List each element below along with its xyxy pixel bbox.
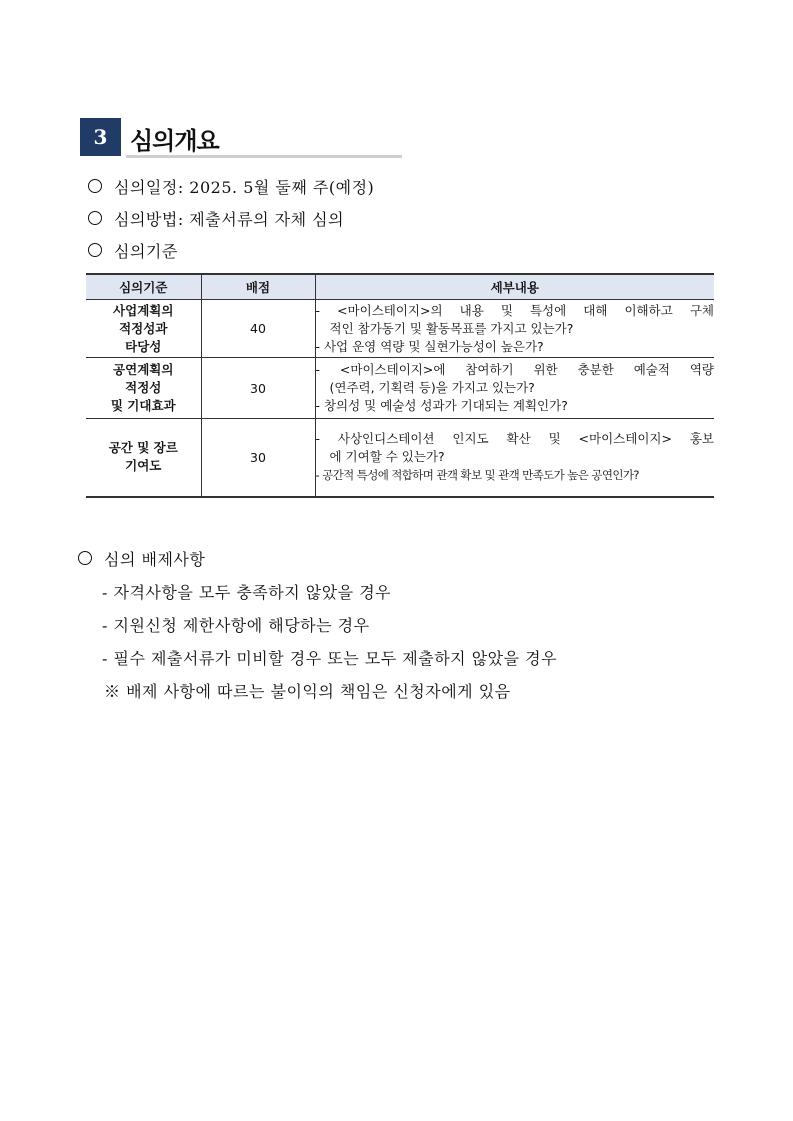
- criteria-table: [86, 273, 714, 498]
- criterion-cell: [86, 300, 201, 358]
- section-header: [80, 118, 402, 158]
- detail-line: - <마이스테이지>에 참여하기 위한 충분한 예술적 역량: [315, 362, 714, 377]
- table-row: [86, 419, 714, 497]
- exclusion-item: - 필수 제출서류가 미비할 경우 또는 모두 제출하지 않았을 경우: [102, 649, 558, 668]
- criterion-line: 적정성과: [119, 320, 168, 336]
- exclusion-note: ※ 배제 사항에 따르는 불이익의 책임은 신청자에게 있음: [104, 682, 511, 701]
- overview-method-text: 심의방법: 제출서류의 자체 심의: [114, 210, 345, 229]
- circle-bullet-icon: [88, 211, 102, 225]
- score-cell: 30: [201, 358, 315, 419]
- criterion-line: 사업계획의: [113, 302, 174, 318]
- detail-cell: [315, 300, 714, 358]
- criterion-cell: [86, 358, 201, 419]
- exclusion-title: 심의 배제사항: [104, 550, 206, 569]
- detail-line: - <마이스테이지>의 내용 및 특성에 대해 이해하고 구체: [315, 302, 714, 318]
- criterion-line: 적정성: [125, 380, 162, 395]
- section-number: 3: [80, 118, 121, 156]
- detail-cell: [315, 358, 714, 419]
- section-divider: [126, 155, 402, 158]
- criterion-line: 공간 및 장르: [108, 440, 178, 456]
- table-row: [86, 300, 714, 358]
- overview-criteria-text: 심의기준: [114, 242, 178, 261]
- exclusion-item: - 지원신청 제한사항에 해당하는 경우: [102, 616, 370, 635]
- table-row: [86, 358, 714, 419]
- circle-bullet-icon: [78, 551, 92, 565]
- criterion-line: 및 기대효과: [110, 398, 176, 413]
- overview-schedule-text: 심의일정: 2025. 5월 둘째 주(예정): [114, 178, 375, 197]
- detail-line: - 사상인디스테이션 인지도 확산 및 <마이스테이지> 홍보: [315, 431, 714, 447]
- score-cell: 30: [201, 419, 315, 497]
- section-title: 심의개요: [130, 127, 219, 155]
- detail-cell: [315, 419, 714, 497]
- criterion-line: 공연계획의: [113, 362, 174, 377]
- header-details: 세부내용: [315, 274, 714, 300]
- circle-bullet-icon: [88, 243, 102, 257]
- exclusion-item: - 자격사항을 모두 충족하지 않았을 경우: [102, 583, 392, 602]
- detail-line: 에 기여할 수 있는가?: [329, 449, 445, 465]
- circle-bullet-icon: [88, 179, 102, 193]
- score-cell: 40: [201, 300, 315, 358]
- detail-line: (연주력, 기획력 등)을 가지고 있는가?: [329, 380, 535, 395]
- detail-line: - 사업 운영 역량 및 실현가능성이 높은가?: [315, 338, 544, 354]
- detail-line: - 창의성 및 예술성 성과가 기대되는 계획인가?: [315, 398, 568, 413]
- detail-line: - 공간적 특성에 적합하며 관객 확보 및 관객 만족도가 높은 공연인가?: [315, 468, 639, 483]
- header-criterion: 심의기준: [86, 274, 201, 300]
- criterion-line: 타당성: [125, 338, 162, 354]
- detail-line: 적인 참가동기 및 활동목표를 가지고 있는가?: [329, 320, 574, 336]
- table-header-row: [86, 274, 714, 300]
- header-score: 배점: [201, 274, 315, 300]
- criterion-cell: [86, 419, 201, 497]
- criterion-line: 기여도: [125, 458, 162, 474]
